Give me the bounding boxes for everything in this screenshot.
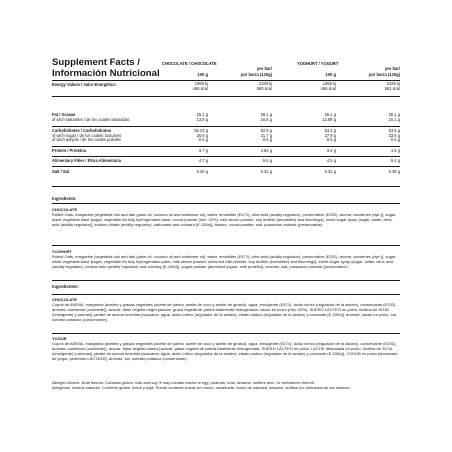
salt-row (52, 170, 400, 176)
fiber-yog-100: 4.5 g (326, 158, 336, 163)
fat-sat-choc-bar: 16.6 g (260, 116, 272, 122)
salt-choc-bar: 0.31 g (260, 169, 272, 174)
header-chocolate: CHOCOLATE / CHOCOLATE (162, 61, 217, 66)
divider-en-es (52, 280, 400, 281)
carbs-polyols-label: of wich polyols / de los cuales polioles (52, 137, 121, 143)
protein-yog-100: 3.6 g (326, 148, 336, 153)
fiber-row (52, 159, 400, 165)
ingredients-chocolate-es-title: CHOCOLATE (52, 297, 78, 302)
ingredients-chocolate-en-text: Rolled Oats, margarine [vegetable oils and fats (palm oil, coconut oil and sunflower oil), water, emulsifier (E471), citric acid (acidity regulator), preservative (E202), aroma, carotenes (dye )], sugar, black vegetable base [sugar, vegetable fat fully hydrogenated palm, cocoa powder (min. 20%), milk serum powder, soy lecithin (emulsifier) and flavorings], invert sugar syrup [sugar, water, citric acid (acidity regulator)], sodium citrate (acidity regulator), carbonate and colorant (E-150d)], flavors, cocoa powder, salt, potassium sorbate (preservative). (52, 212, 397, 228)
protein-row (52, 149, 400, 155)
divider-ingredients-es (52, 294, 400, 295)
fat-sat-yog-bar: 15.1 g (388, 116, 400, 122)
fiber-choc-bar: 5.6 g (262, 158, 272, 163)
title-line-1: Supplement Facts / (52, 57, 140, 68)
ingredients-heading-en: Ingredients: (52, 196, 77, 201)
protein-choc-bar: 4.84 g (260, 148, 272, 153)
allergen-advice-en: Allergen Advice. Both flavors: Contains gluten, milk and soy. It may contain traces of egg, peanuts, nuts, sesame, sulfites and / or derivatives thereof. (52, 380, 316, 385)
header-yoghurt-100g: 100 g (325, 72, 336, 77)
fiber-label: Alimentary Fiber / Fibra Alimentaria (52, 158, 122, 163)
protein-yog-bar: 4.8 g (390, 148, 400, 153)
divider-carbs (52, 146, 400, 147)
title-line-2: Información Nutricional (52, 67, 160, 79)
header-chocolate-per-bar: per bar/ (256, 66, 272, 71)
energy-yog-bar-kcal: 561 kcal (384, 85, 400, 91)
carbs-yog-bar: 63.8 g (388, 128, 400, 133)
ingredients-yoghurt-es-text: Copos de AVENA, margarina [aceites y grasas vegetales (aceite de palma, aceite de coco y aceite de girasol), agua, emulgente (E471), ácido cítrico (regulador de la acidez), conservante (E202), aromas, carotenos (colorante)], azúcar, base vegetal blanca [azúcar, grasa vegetal de palma totalmente hidrogenada, SUERO LÁCTEO en polvo, LECHE desnatada en polvo, lecitina de SOJA (emulgente) y aromas], jarabe de azúcar invertido [azúcares, agua, ácido cítrico (regulador de la acidez), citrato sódico (regulador de la acidez) y colorante (E-150d)], YOGUR en polvo [atomizado de yogur, proteínas LÁCTEAS], aromas, sal, sorbato potásico (conservante). (52, 341, 398, 362)
carbs-choc-bar: 62.8 g (260, 128, 272, 133)
fat-sat-choc-100: 13.8 g (196, 116, 208, 122)
divider-choc-yog-es (52, 333, 400, 334)
salt-yog-bar: 0.38 g (388, 169, 400, 174)
energy-choc-100-kj: 1969 kj (194, 81, 208, 86)
energy-row (52, 82, 400, 94)
divider-fat (52, 126, 400, 127)
ingredients-heading-es: Ingredientes: (52, 284, 79, 289)
protein-label: Protein / Proteína (52, 148, 86, 153)
fiber-yog-bar: 5.4 g (390, 158, 400, 163)
header-yoghurt-bar: por barra (120g) (368, 72, 400, 77)
ingredients-chocolate-en (52, 207, 400, 227)
energy-choc-bar-kcal: 560 kcal (256, 85, 272, 91)
allergen-advice-es: Alérgenos. Ambos sabores. Contiene gluten, leche y soja. Puede contener trazas de huevo, cacahuete, frutos de cáscara, sésamo, sulfitos y/o derivados de los mismos. (52, 385, 351, 391)
ingredients-yoghurt-en-text: Rolled Oats, margarine [vegetable oils and fats (palm oil, coconut oil and sunflower oil), water, emulsifier (E471), citric acid (acidity regulator), preservative (E202), aroma, carotenes (dye )], sugar, white vegetable base [sugar, vegetable fat fully hydrogenated palm, milk serum powder, skimmed milk powder, soy lecithin (emulsifier) and flavorings], invert sugar syrup [sugar, water, citric acid (acidity regulator), sodium acid (acidity regulator) and coloring (E-150d)], yogurt powder [atomised yogurt, milk proteins], aromas, salt, potassium sorbate (preservative). (52, 254, 397, 270)
fat-choc-bar: 30.1 g (260, 112, 272, 117)
fat-row (52, 113, 400, 125)
ingredients-chocolate-es (52, 297, 400, 322)
fat-saturates-label: of wich saturates / de los cuales saturadas (52, 116, 130, 122)
fat-sat-yog-100: 12.98 g (322, 116, 336, 122)
polyols-yog-bar: 0.6 g (390, 137, 400, 143)
salt-choc-100: 0.26 g (196, 169, 208, 174)
header-yoghurt-per-bar: per bar/ (384, 66, 400, 71)
sugar-choc-bar: 31.7 g (260, 132, 272, 138)
energy-label: Energy Values / Valor Energético (52, 82, 116, 87)
divider-energy (52, 96, 400, 97)
divider-ingredients-en (52, 203, 400, 204)
sugar-yog-bar: 33.5 g (388, 132, 400, 138)
sugar-yog-100: 27.9 g (324, 132, 336, 138)
fiber-choc-100: 4.7 g (198, 158, 208, 163)
energy-yog-100-kj: 1955 kj (322, 81, 336, 86)
energy-choc-100-kcal: 466 kcal (192, 85, 208, 91)
fat-yog-100: 25.1 g (324, 112, 336, 117)
nutrition-label (52, 57, 400, 391)
divider-fiber (52, 166, 400, 167)
fat-choc-100: 25.1 g (196, 112, 208, 117)
header-chocolate-bar: por barra (120g) (240, 72, 272, 77)
fat-label: Fat / Grasas (52, 112, 76, 117)
header-yoghurt: YOGHURT / YOGURT (297, 61, 339, 66)
sugar-choc-100: 26.6 g (196, 132, 208, 138)
header-chocolate-100g: 100 g (197, 72, 208, 77)
polyols-yog-100: 0.5 g (326, 137, 336, 143)
ingredients-yoghurt-es-title: YOGUR (52, 336, 67, 341)
carbs-yog-100: 53.2 g (324, 128, 336, 133)
carbs-label: Carbohidrates / Carbohidratos (52, 128, 112, 133)
energy-yog-100-kcal: 466 kcal (320, 85, 336, 91)
energy-choc-bar-kj: 2338 kj (258, 81, 272, 86)
protein-choc-100: 3.7 g (198, 148, 208, 153)
carbs-row (52, 129, 400, 144)
salt-yog-100: 0.32 g (324, 169, 336, 174)
ingredients-chocolate-es-text: Copos de AVENA, margarina [aceites y grasas vegetales (aceite de palma, aceite de coco y aceite de girasol), agua, emulgente (E471), ácido cítrico (regulador de la acidez), conservante (E202), aromas, carotenos (colorante)], azúcar, base vegetal negra [azúcar, grasa vegetal de palma totalmente hidrogenada, cacao en polvo (min. 20%), SUERO LÁCTEO en polvo, lecitina de SOJA (emulgente) y aromas], jarabe de azúcar invertido [azúcares, agua, ácido cítrico (regulador de la acidez), citrato sódico (regulador de la acidez) y colorante (E-150d)], aromas, cacao en polvo, sal, sorbato potásico (conservante). (52, 302, 398, 323)
ingredients-yoghurt-en (52, 249, 400, 269)
fat-yog-bar: 30.1 g (388, 112, 400, 117)
divider-choc-yog-en (52, 245, 400, 246)
carbs-choc-100: 52.23 g (194, 128, 208, 133)
polyols-choc-bar: 0.6 g (262, 137, 272, 143)
ingredients-chocolate-en-title: CHOCOLATE (52, 207, 78, 212)
salt-label: Salt / Sal (52, 169, 70, 174)
divider-table-end (52, 186, 400, 187)
allergen-advice (52, 380, 400, 390)
divider-protein (52, 156, 400, 157)
carbs-sugar-label: of wich sugar / de los cuales azúcares (52, 132, 122, 138)
ingredients-yoghurt-en-title: YOGHURT (52, 249, 72, 254)
header-divider (52, 80, 400, 81)
polyols-choc-100: 0.5 g (198, 137, 208, 143)
energy-yog-bar-kj: 2346 kj (386, 81, 400, 86)
ingredients-yoghurt-es (52, 336, 400, 361)
